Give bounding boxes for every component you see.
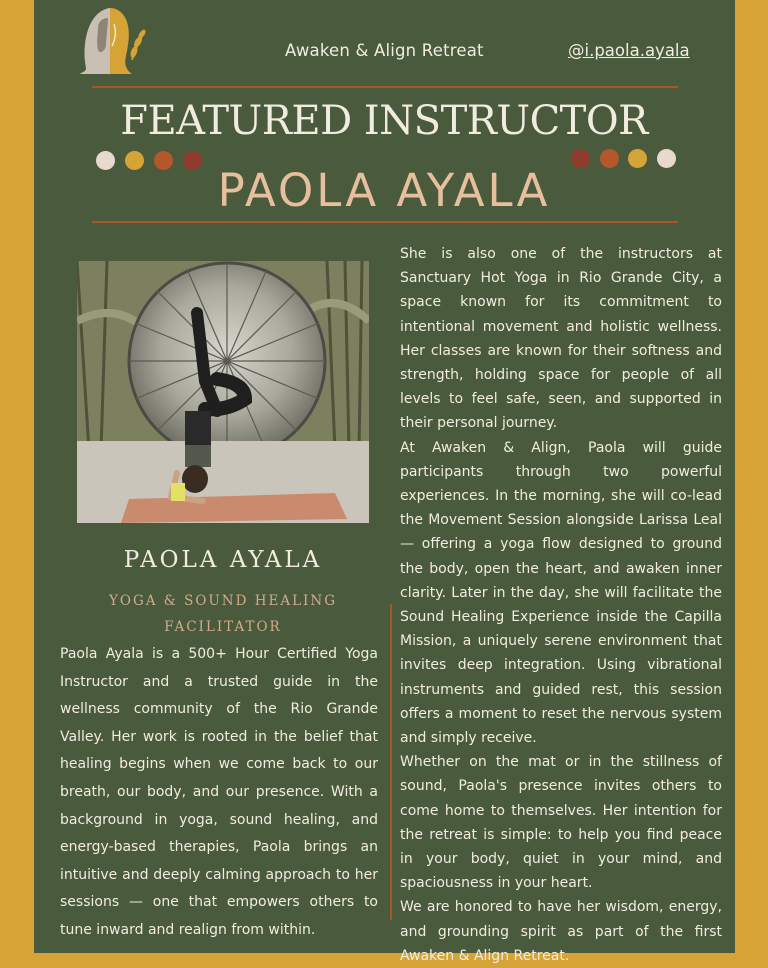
profile-role-title: YOGA & SOUND HEALING FACILITATOR [108, 593, 337, 635]
decor-dot [657, 149, 676, 168]
decor-dot [154, 151, 173, 170]
instructor-headstand-photo [77, 261, 369, 523]
top-divider [92, 86, 678, 88]
featured-instructor-heading: FEATURED INSTRUCTOR [120, 98, 648, 144]
retreat-brand-name: Awaken & Align Retreat [285, 41, 484, 60]
instagram-handle-link[interactable]: @i.paola.ayala [568, 41, 690, 60]
decor-dot [600, 149, 619, 168]
details-paragraph: We are honored to have her wisdom, energy, and grounding spirit as part of the first Awaken & Align Retreat. [400, 899, 722, 964]
details-paragraph: Whether on the mat or in the stillness of sound, Paola's presence invites others to come home to themselves. Her intention for the retreat is simple: to help you find peace in your body, quiet in your mind, and spaciousness in your heart. [400, 754, 722, 892]
details-paragraph: She is also one of the instructors at Sanctuary Hot Yoga in Rio Grande City, a space known for its commitment to intentional movement and holistic wellness. Her classes are known for their softness and strength, holding space for people of all levels to feel safe, seen, and supported in their personal journey. [400, 246, 722, 432]
column-divider [390, 604, 392, 920]
profile-name: PAOLA AYALA [123, 547, 323, 573]
details-paragraph: At Awaken & Align, Paola will guide participants through two powerful experiences. In the morning, she will co-lead the Movement Session alongside Larissa Leal — offering a yoga flow designed to ground the body, open the heart, and awaken inner clarity. Later in the day, she will facilitate the Sound Healing Experience inside the Capilla Mission, a uniquely serene environment that invites deep integration. Using vibrational instruments and guided rest, this session offers a moment to reset the nervous system and simply receive. [400, 439, 722, 747]
profile-bio: Paola Ayala is a 500+ Hour Certified Yoga Instructor and a trusted guide in the wellness community of the Rio Grande Valley. Her work is rooted in the belief that healing begins when we come back to our breath, our body, and our presence. With a background in yoga, sound healing, and energy-based therapies, Paola brings an intuitive and deeply calming approach to her sessions — one that empowers others to tune inward and realign from within. [60, 646, 378, 938]
retreat-logo-icon [72, 4, 148, 76]
decor-dot [571, 149, 590, 168]
instructor-name-large: PAOLA AYALA [217, 164, 551, 217]
details-column [400, 242, 722, 968]
decor-dot [628, 149, 647, 168]
hero-divider [92, 221, 678, 223]
decor-dot [96, 151, 115, 170]
decor-dot [125, 151, 144, 170]
